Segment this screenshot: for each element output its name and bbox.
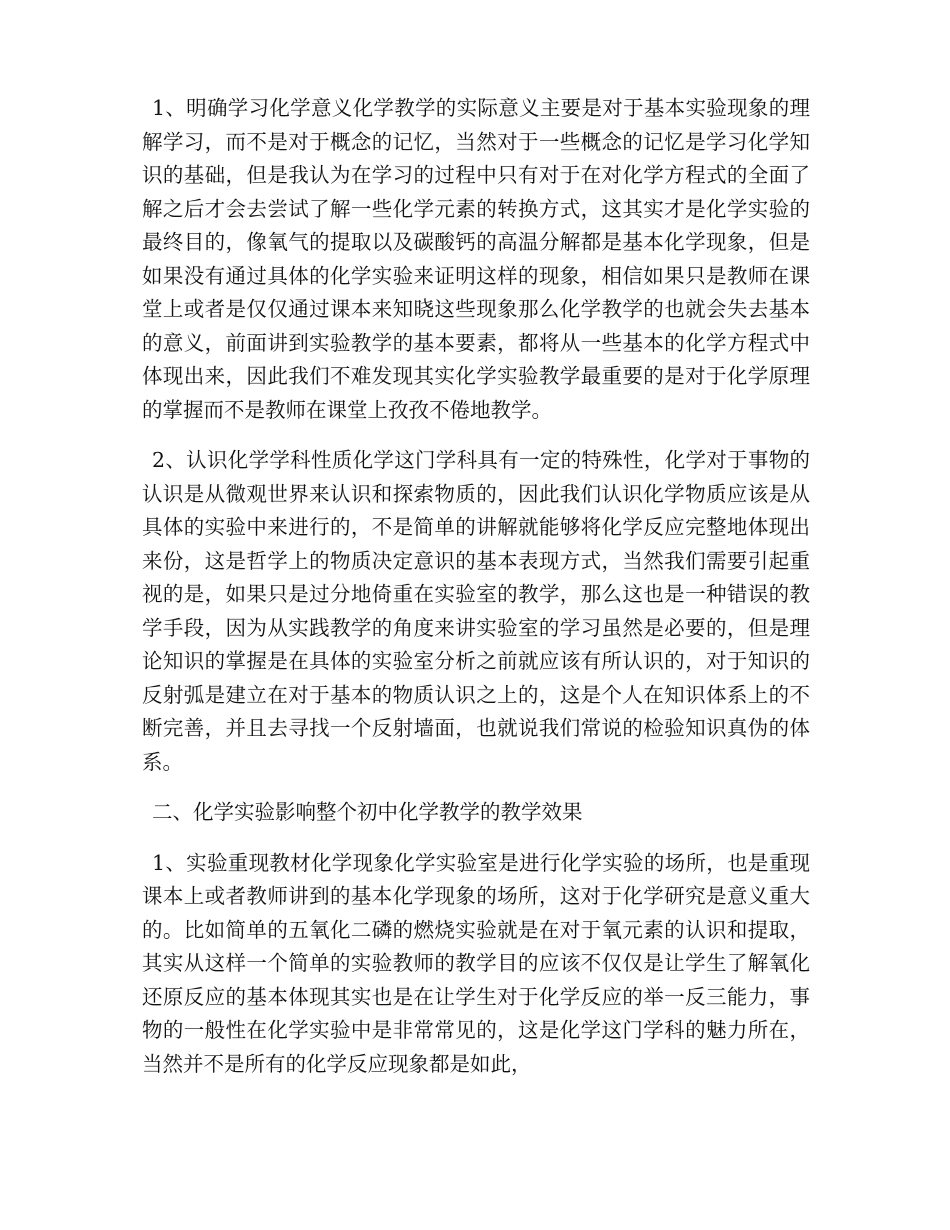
paragraph-3 — [142, 847, 810, 1082]
section-heading-text: 二、化学实验影响整个初中化学教学的教学效果 — [152, 800, 583, 824]
paragraph-3-text: 1、实验重现教材化学现象化学实验室是进行化学实验的场所，也是重现课本上或者教师讲到的基本化学现象的场所，这对于化学研究是意义重大的。比如简单的五氧化二磷的燃烧实验就是在对于氧元素的认识和提取，其实从这样一个简单的实验教师的教学目的应该不仅仅是让学生了解氧化还原反应的基本体现其实也是在让学生对于化学反应的举一反三能力，事物的一般性在化学实验中是非常常见的，这是化学这门学科的魅力所在，当然并不是所有的化学反应现象都是如此， — [142, 850, 810, 1076]
section-heading — [142, 796, 810, 830]
paragraph-2-text: 2、认识化学学科性质化学这门学科具有一定的特殊性，化学对于事物的认识是从微观世界来认识和探索物质的，因此我们认识化学物质应该是从具体的实验中来进行的，不是简单的讲解就能够将化学反应完整地体现出来份，这是哲学上的物质决定意识的基本表现方式，当然我们需要引起重视的是，如果只是过分地倚重在实验室的教学，那么这也是一种错误的教学手段，因为从实践教学的角度来讲实验室的学习虽然是必要的，但是理论知识的掌握是在具体的实验室分析之前就应该有所认识的，对于知识的反射弧是建立在对于基本的物质认识之上的，这是个人在知识体系上的不断完善，并且去寻找一个反射墙面，也就说我们常说的检验知识真伪的体系。 — [142, 448, 810, 774]
paragraph-1 — [142, 92, 810, 427]
paragraph-1-text: 1、明确学习化学意义化学教学的实际意义主要是对于基本实验现象的理解学习，而不是对于概念的记忆，当然对于一些概念的记忆是学习化学知识的基础，但是我认为在学习的过程中只有对于在对化学方程式的全面了解之后才会去尝试了解一些化学元素的转换方式，这其实才是化学实验的最终目的，像氧气的提取以及碳酸钙的高温分解都是基本化学现象，但是如果没有通过具体的化学实验来证明这样的现象，相信如果只是教师在课堂上或者是仅仅通过课本来知晓这些现象那么化学教学的也就会失去基本的意义，前面讲到实验教学的基本要素，都将从一些基本的化学方程式中体现出来，因此我们不难发现其实化学实验教学最重要的是对于化学原理的掌握而不是教师在课堂上孜孜不倦地教学。 — [142, 96, 810, 422]
document-page — [142, 92, 810, 1098]
paragraph-2 — [142, 444, 810, 779]
